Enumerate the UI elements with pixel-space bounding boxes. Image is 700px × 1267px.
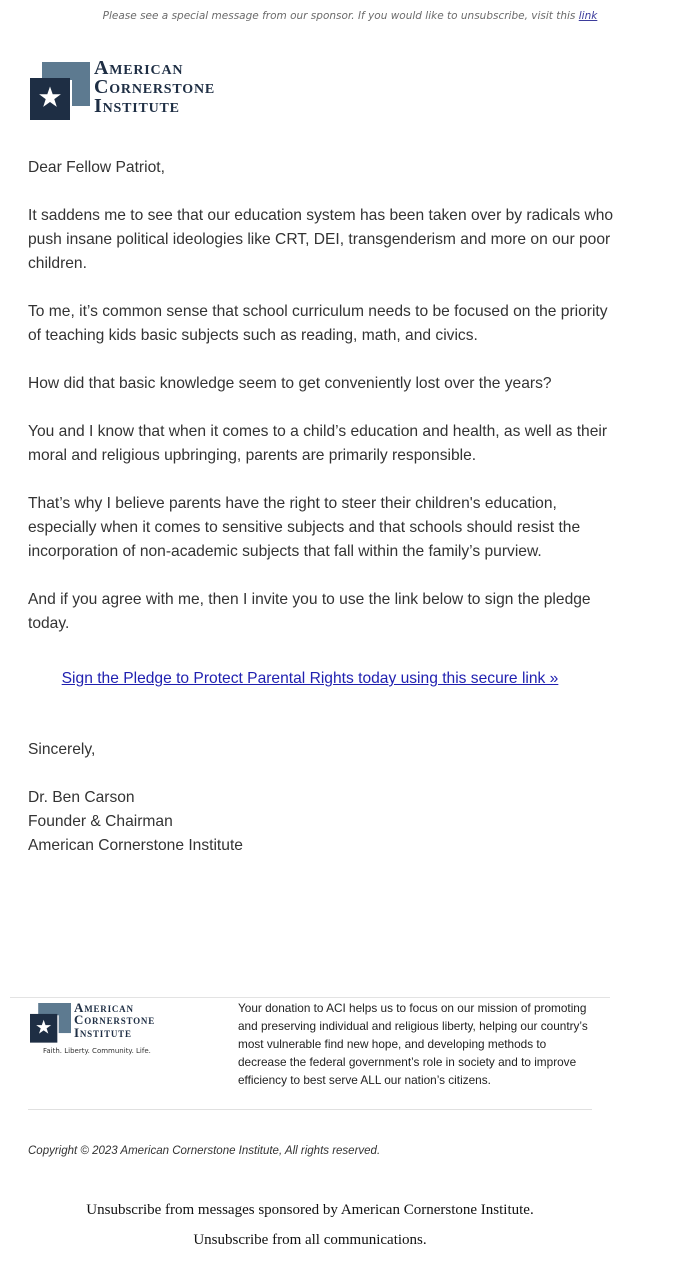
sign-pledge-link[interactable]: Sign the Pledge to Protect Parental Rights today using this secure link » <box>61 670 559 687</box>
letter-paragraph: To me, it’s common sense that school curriculum needs to be focused on the priority of teaching kids basic subjects such as reading, math, and civics. <box>28 303 608 344</box>
copyright: Copyright © 2023 American Cornerstone Institute, All rights reserved. <box>28 1145 381 1157</box>
letter-paragraph: It saddens me to see that our education system has been taken over by radicals who push insane political ideologies like CRT, DEI, transgenderism and more on our poor children. <box>28 207 614 272</box>
letter-paragraph: You and I know that when it comes to a child’s education and health, as well as their moral and religious upbringing, parents are primarily responsible. <box>28 423 608 464</box>
sponsor-note-text: Please see a special message from our sponsor. If you would like to unsubscribe, visit this <box>102 10 576 22</box>
footer-mission-text: Your donation to ACI helps us to focus on our mission of promoting and preserving individual and religious liberty, helping our country’s most vulnerable find new hope, and developing methods to decrease the federal government’s role in society and to improve efficiency to best serve ALL our nation’s citizens. <box>238 1001 588 1087</box>
logo-line-1: American <box>94 57 184 79</box>
footer-divider-top <box>10 997 610 998</box>
letter-greeting: Dear Fellow Patriot, <box>28 159 165 176</box>
logo-tagline: Faith. Liberty. Community. Life. <box>43 1047 151 1055</box>
signer-title: Founder & Chairman <box>28 813 173 830</box>
sponsor-note <box>0 10 700 22</box>
footer-logo-line-2: Cornerstone <box>74 1012 156 1028</box>
signer-org: American Cornerstone Institute <box>28 837 243 854</box>
letter-paragraph: That’s why I believe parents have the right to steer their children's education, especially when it comes to sensitive subjects and that schools should resist the incorporation of non-academic subjects that fall within the family’s purview. <box>28 495 581 560</box>
footer-logo-line-1: American <box>74 1000 134 1015</box>
closing: Sincerely, <box>28 741 96 758</box>
logo-line-2: Cornerstone <box>94 76 216 98</box>
footer-star-emblem-icon <box>30 1003 71 1044</box>
letter-body <box>28 156 618 660</box>
footer-divider-bottom <box>28 1109 592 1110</box>
letter-paragraph: How did that basic knowledge seem to get conveniently lost over the years? <box>28 375 552 392</box>
aci-logo-wordmark <box>94 59 215 116</box>
unsubscribe-link[interactable]: link <box>578 10 598 22</box>
footer-logo-line-3: Institute <box>74 1024 132 1040</box>
signoff <box>28 738 428 858</box>
footer-logo-wordmark <box>74 1002 155 1039</box>
unsubscribe-all-link[interactable]: Unsubscribe from all communications. <box>193 1232 427 1248</box>
unsubscribe-sponsor-link[interactable]: Unsubscribe from messages sponsored by American Cornerstone Institute. <box>86 1202 534 1218</box>
signer-name: Dr. Ben Carson <box>28 789 135 806</box>
cta-row <box>0 670 620 688</box>
logo-line-3: Institute <box>94 95 180 117</box>
letter-paragraph: And if you agree with me, then I invite you to use the link below to sign the pledge today. <box>28 591 591 632</box>
aci-star-emblem-icon <box>30 62 90 122</box>
aci-logo <box>30 57 290 122</box>
footer-logo <box>30 1000 210 1059</box>
